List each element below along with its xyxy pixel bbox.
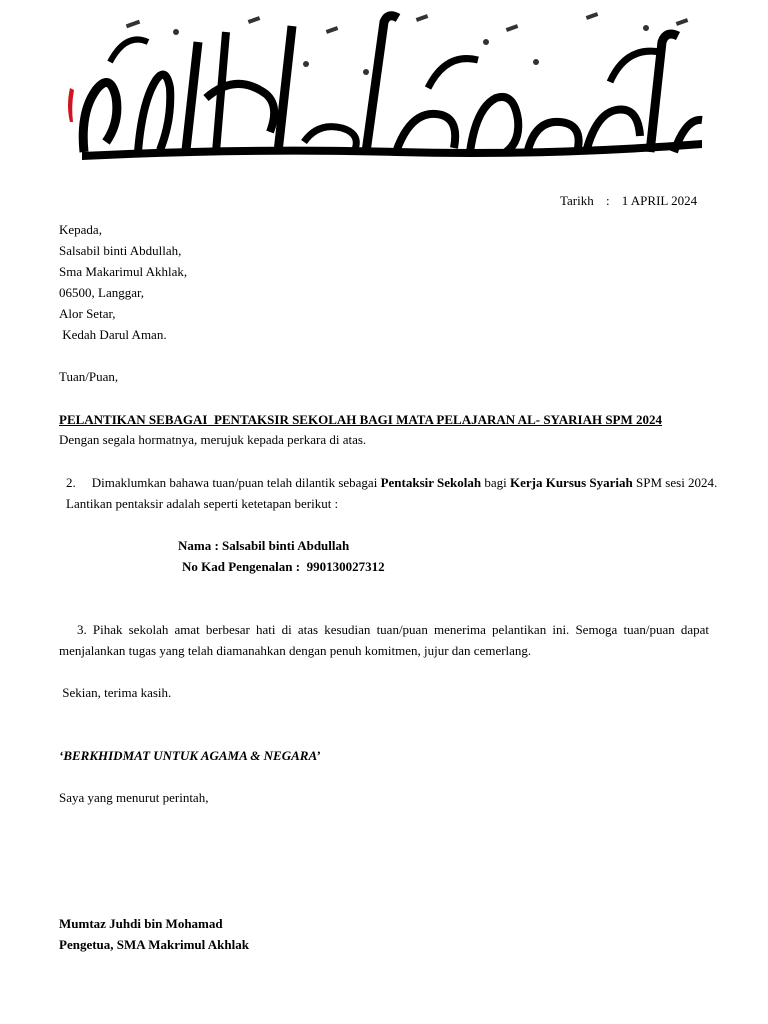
recipient-line: Sma Makarimul Akhlak, <box>59 264 188 279</box>
paragraph-text: Dimaklumkan bahawa tuan/puan telah dilantik sebagai <box>91 475 381 490</box>
paragraph-text: SPM sesi 2024. <box>632 475 718 490</box>
opening-sentence: Dengan segala hormatnya, merujuk kepada perkara di atas. <box>59 432 367 447</box>
appointee-name: Nama : Salsabil binti Abdullah <box>178 538 350 553</box>
paragraph-2 <box>66 472 717 493</box>
school-calligraphy-logo <box>66 2 708 172</box>
signatory-title: Pengetua, SMA Makrimul Akhlak <box>59 937 249 952</box>
date-label: Tarikh <box>560 193 594 208</box>
recipient-line: Salsabil binti Abdullah, <box>59 243 182 258</box>
letter-subject: PELANTIKAN SEBAGAI PENTAKSIR SEKOLAH BAGI MATA PELAJARAN AL- SYARIAH SPM 2024 <box>59 412 663 427</box>
appointee-ic: No Kad Pengenalan : 990130027312 <box>182 559 385 574</box>
paragraph-text: bagi <box>481 475 510 490</box>
recipient-line: Kepada, <box>59 222 102 237</box>
paragraph-number: 2. <box>66 475 76 490</box>
sign-off: Saya yang menurut perintah, <box>59 790 209 805</box>
closing: Sekian, terima kasih. <box>62 685 172 700</box>
signatory-name: Mumtaz Juhdi bin Mohamad <box>59 916 223 931</box>
salutation: Tuan/Puan, <box>59 369 119 384</box>
recipient-line: Alor Setar, <box>59 306 116 321</box>
paragraph-3: 3. Pihak sekolah amat berbesar hati di atas kesudian tuan/puan menerima pelantikan ini. Semoga tuan/puan dapat menjalankan tugas yang telah diamanahkan dengan penuh komitmen, jujur dan cemerlang. <box>59 622 709 658</box>
recipient-line: Kedah Darul Aman. <box>59 327 167 342</box>
recipient-line: 06500, Langgar, <box>59 285 145 300</box>
date-separator: : <box>605 193 610 208</box>
paragraph-2-line-2: Lantikan pentaksir adalah seperti ketetapan berikut : <box>66 496 339 511</box>
bold-subject: Kerja Kursus Syariah <box>509 475 633 490</box>
school-motto: ‘BERKHIDMAT UNTUK AGAMA & NEGARA’ <box>59 748 321 763</box>
date-value: 1 APRIL 2024 <box>621 193 698 208</box>
date-row <box>560 190 697 211</box>
bold-role: Pentaksir Sekolah <box>380 475 482 490</box>
